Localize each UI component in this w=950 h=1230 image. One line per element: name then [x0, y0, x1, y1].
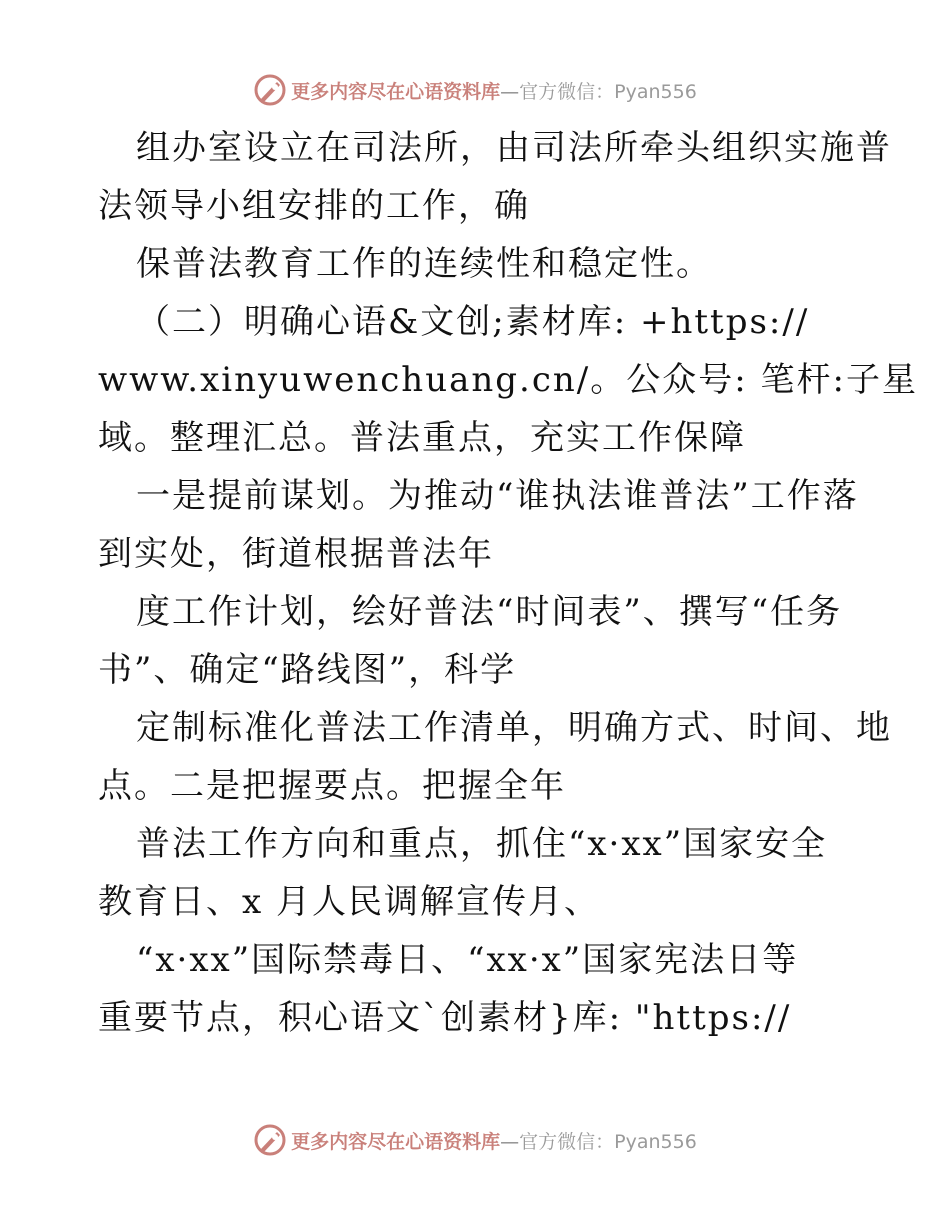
body-line: 域。整理汇总。普法重点，充实工作保障: [98, 418, 746, 458]
footer-banner-sep: —: [500, 1130, 520, 1153]
footer-banner-main: 更多内容尽在心语资料库: [291, 1130, 501, 1153]
body-line: 到实处，街道根据普法年: [98, 534, 494, 574]
body-line: www.xinyuwenchuang.cn/。公众号: 笔杆:子星: [98, 360, 918, 400]
body-line: 一是提前谋划。为推动“谁执法谁普法”工作落: [136, 476, 859, 516]
body-line: 保普法教育工作的连续性和稳定性。: [136, 244, 712, 284]
footer-watermark-banner: [0, 1120, 950, 1160]
pen-logo-icon: [253, 73, 287, 107]
body-line: 教育日、x 月人民调解宣传月、: [98, 882, 600, 922]
body-line: 定制标准化普法工作清单，明确方式、时间、地: [136, 708, 892, 748]
body-line: 普法工作方向和重点，抓住“x·xx”国家安全: [136, 824, 828, 864]
footer-banner-wechat: 官方微信：Pyan556: [519, 1130, 697, 1153]
header-banner-wechat: 官方微信：Pyan556: [519, 80, 697, 103]
body-line: 组办室设立在司法所，由司法所牵头组织实施普: [136, 128, 892, 168]
body-line: 点。二是把握要点。把握全年: [98, 766, 566, 806]
body-line: （二）明确心语&文创;素材库: +https://: [136, 302, 810, 342]
body-line: 法领导小组安排的工作，确: [98, 186, 530, 226]
body-line: 重要节点，积心语文`创素材}库: "https://: [98, 998, 792, 1038]
pen-logo-icon: [253, 1123, 287, 1157]
body-line: “x·xx”国际禁毒日、“xx·x”国家宪法日等: [136, 940, 799, 980]
header-banner-sep: —: [500, 80, 520, 103]
header-banner-main: 更多内容尽在心语资料库: [291, 80, 501, 103]
body-line: 书”、确定“路线图”，科学: [98, 650, 517, 690]
body-line: 度工作计划，绘好普法“时间表”、撰写“任务: [136, 592, 843, 632]
header-watermark-banner: [0, 70, 950, 110]
